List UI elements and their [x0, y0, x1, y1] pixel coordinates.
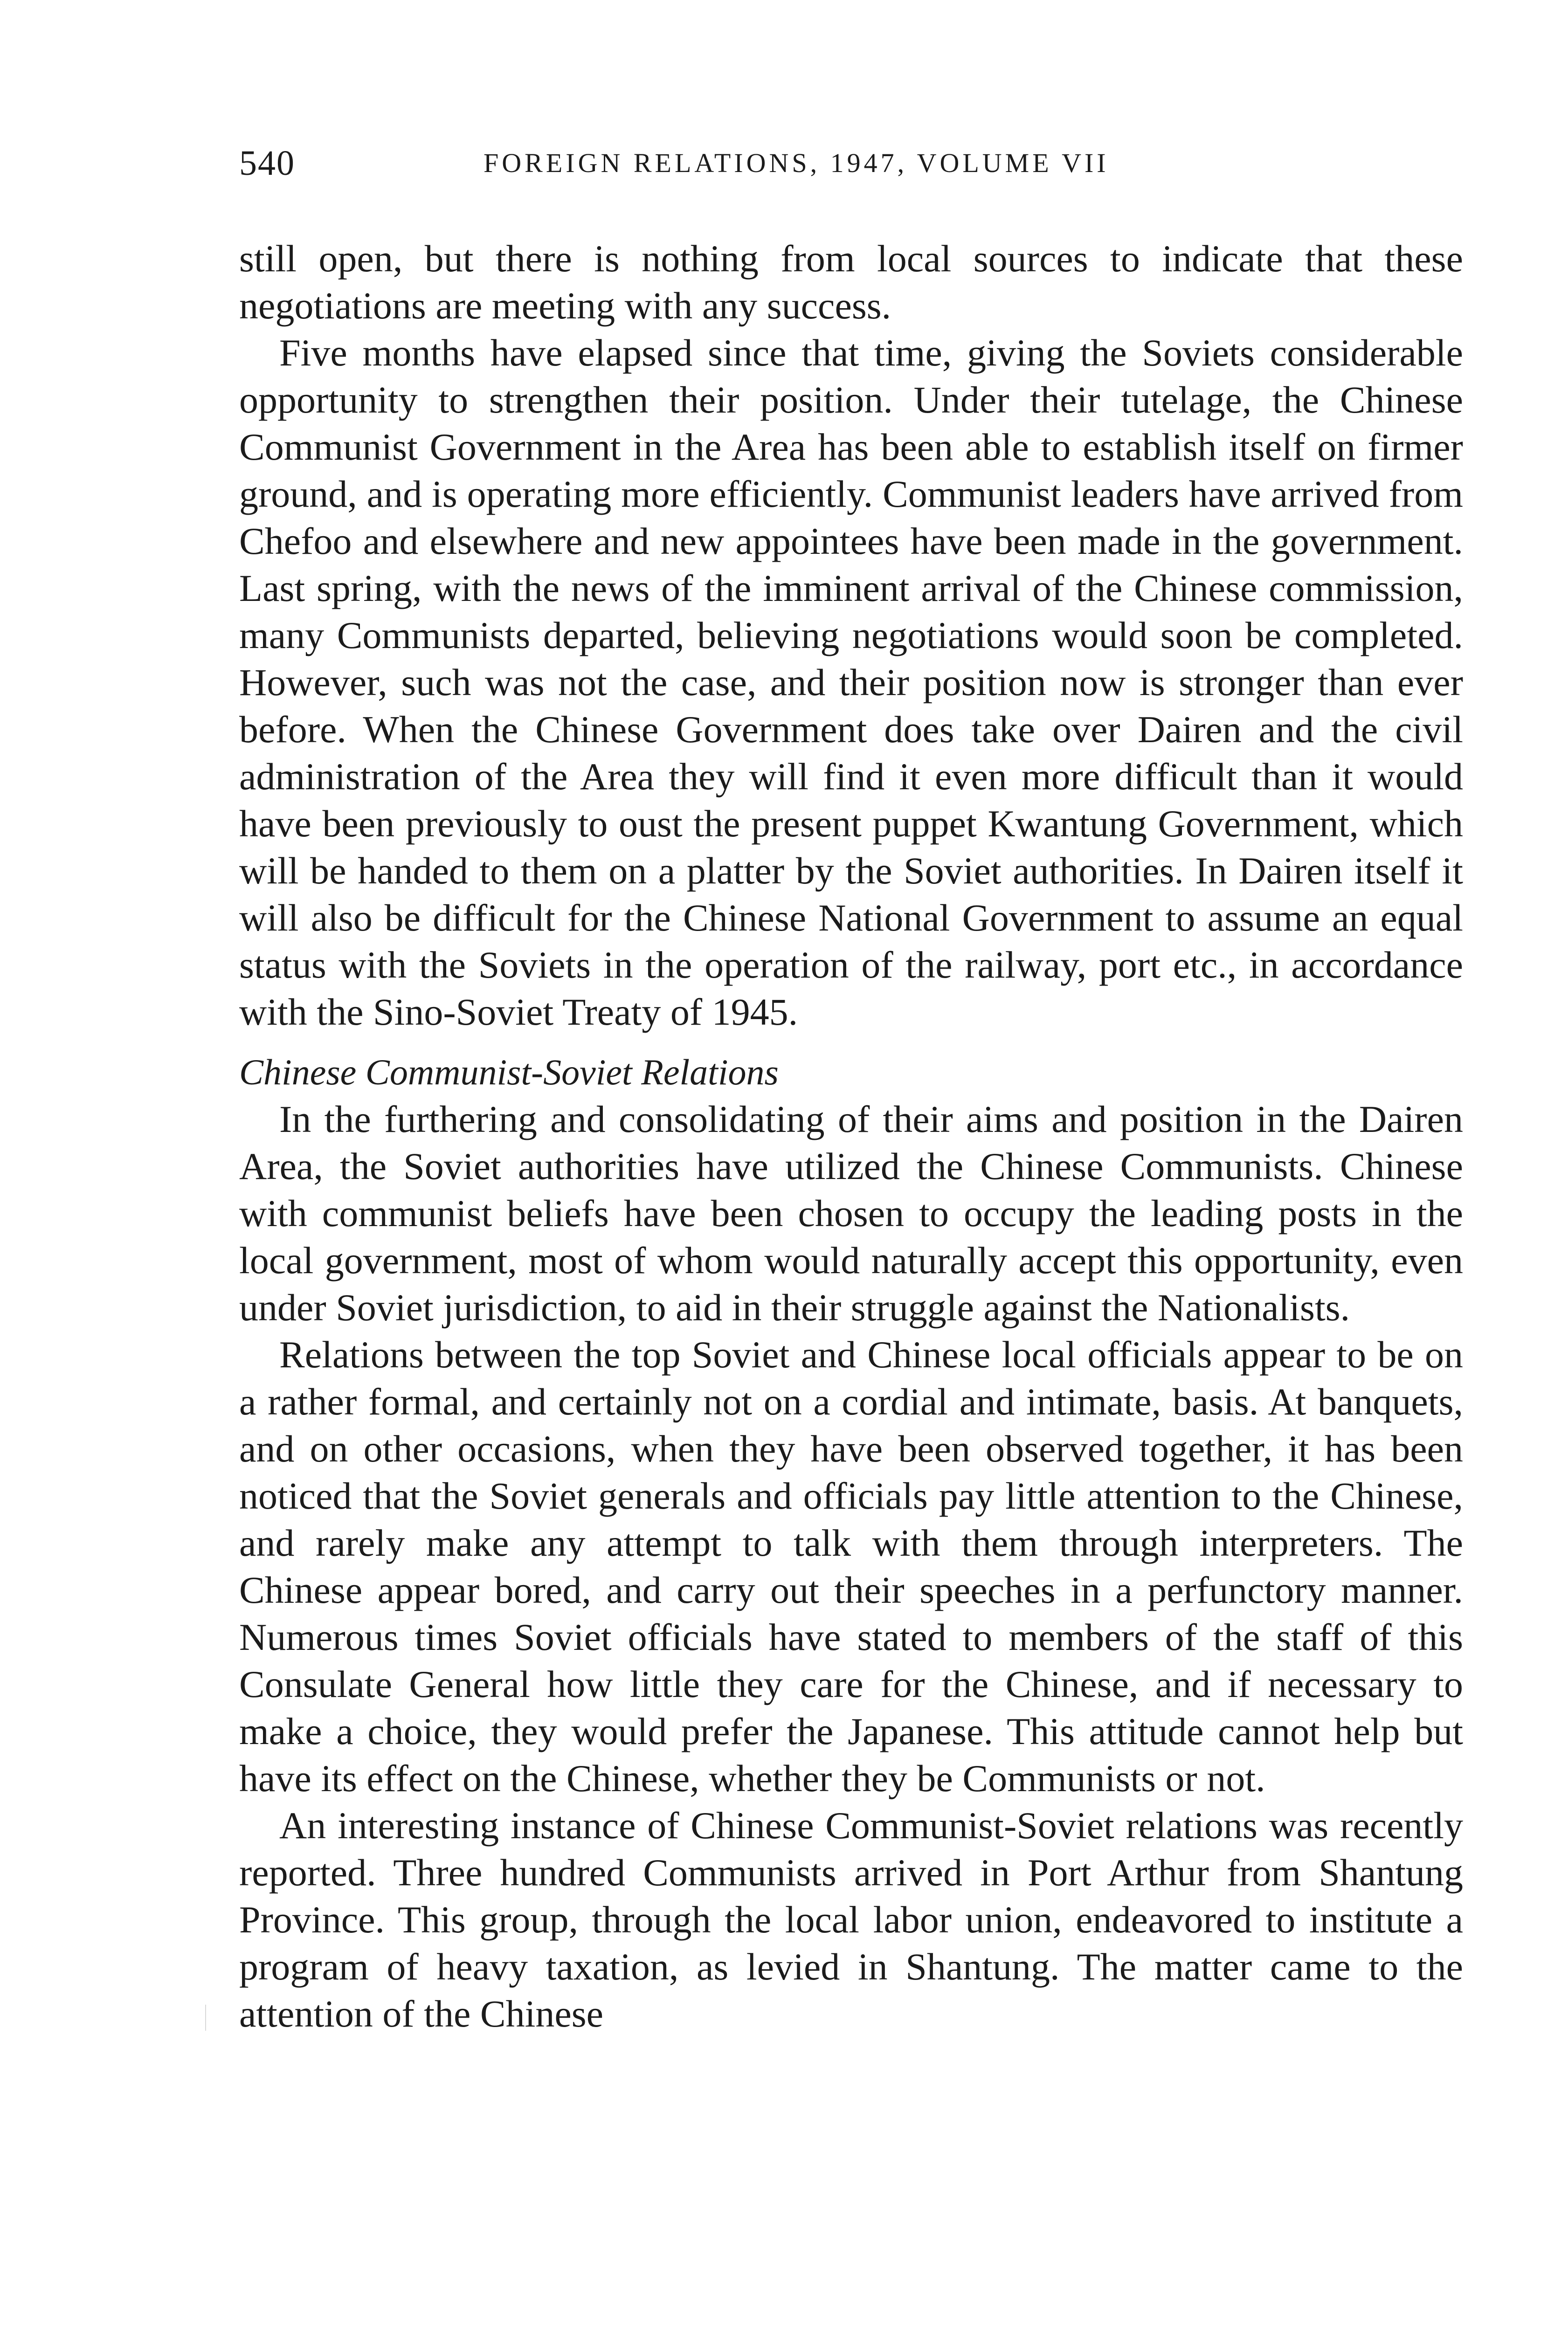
margin-mark [205, 2005, 206, 2031]
body-text [239, 235, 1463, 2037]
running-title: FOREIGN RELATIONS, 1947, VOLUME VII [484, 148, 1109, 178]
paragraph-official-relations: Relations between the top Soviet and Chinese local officials appear to be on a rather formal, and certainly not on a cordial and intimate, basis. At banquets, and on other occasions, when they have been observed together, it has been noticed that the Soviet generals and officials pay little attention to the Chinese, and rarely make any attempt to talk with them through interpreters. The Chinese appear bored, and carry out their speeches in a perfunctory manner. Numerous times Soviet officials have stated to members of the staff of this Consulate General how little they care for the Chinese, and if necessary to make a choice, they would prefer the Japanese. This attitude cannot help but have its effect on the Chinese, whether they be Communists or not. [239, 1333, 1463, 1800]
section-heading: Chinese Communist-Soviet Relations [239, 1052, 779, 1092]
paragraph-port-arthur-instance: An interesting instance of Chinese Communist-Soviet relations was recently reported. Three hundred Communists arrived in Port Arthur from Shantung Province. This group, through the local labor union, endeavored to institute a program of heavy taxation, as levied in Shantung. The matter came to the attention of the Chinese [239, 1804, 1463, 2035]
paragraph-communist-utilization: In the furthering and consolidating of their aims and position in the Dairen Area, the Soviet authorities have utilized the Chinese Communists. Chinese with communist beliefs have been chosen to occupy the leading posts in the local government, most of whom would naturally accept this opportunity, even under Soviet jurisdiction, to aid in their struggle against the Nationalists. [239, 1098, 1463, 1329]
paragraph-soviet-position: Five months have elapsed since that time, giving the Soviets considerable opportunity to strengthen their position. Under their tutelage, the Chinese Communist Government in the Area has been able to establish itself on firmer ground, and is operating more efficiently. Communist leaders have arrived from Chefoo and elsewhere and new appointees have been made in the government. Last spring, with the news of the imminent arrival of the Chinese commission, many Communists departed, believing negotiations would soon be completed. However, such was not the case, and their position now is stronger than ever before. When the Chinese Government does take over Dairen and the civil administration of the Area they will find it even more difficult than it would have been previously to oust the present puppet Kwantung Government, which will be handed to them on a platter by the Soviet authorities. In Dairen itself it will also be difficult for the Chinese National Government to assume an equal status with the Soviets in the operation of the railway, port etc., in accordance with the Sino-Soviet Treaty of 1945. [239, 331, 1463, 1033]
paragraph-continued: still open, but there is nothing from local sources to indicate that these negotiations are meeting with any success. [239, 237, 1463, 327]
page-number: 540 [239, 144, 295, 183]
document-page [239, 131, 1463, 2037]
running-header [239, 131, 1463, 196]
